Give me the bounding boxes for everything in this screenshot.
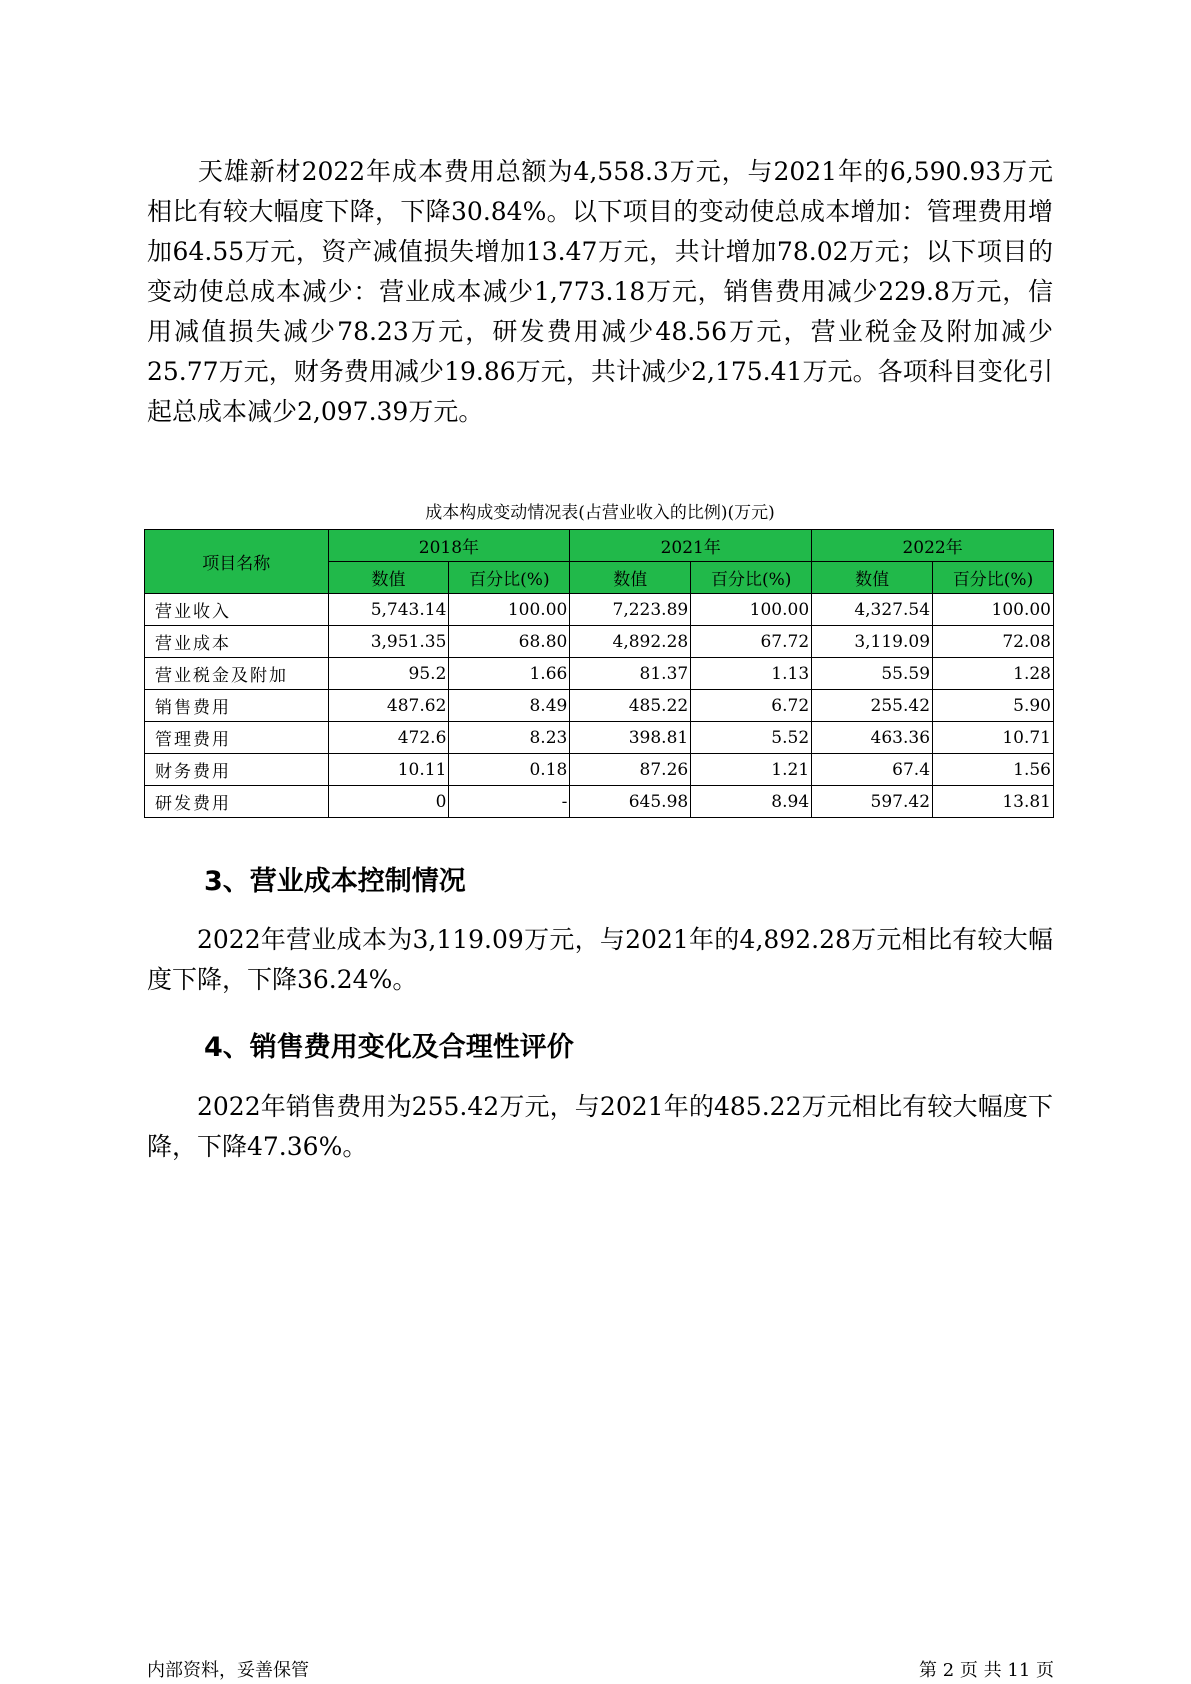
table-cell: 487.62: [328, 690, 449, 722]
header-item-name: 项目名称: [145, 530, 329, 594]
table-row: [145, 690, 1054, 722]
header-value-2018: 数值: [328, 562, 449, 594]
table-cell: 67.72: [691, 626, 812, 658]
table-cell: 87.26: [570, 754, 691, 786]
table-cell: 1.21: [691, 754, 812, 786]
intro-paragraph-text: 天雄新材2022年成本费用总额为4,558.3万元，与2021年的6,590.93万元相比有较大幅度下降，下降30.84%。以下项目的变动使总成本增加：管理费用增加64.55万元，资产减值损失增加13.47万元，共计增加78.02万元；以下项目的变动使总成本减少：营业成本减少1,773.18万元，销售费用减少229.8万元，信用减值损失减少78.23万元，研发费用减少48.56万元，营业税金及附加减少25.77万元，财务费用减少19.86万元，共计减少2,175.41万元。各项科目变化引起总成本减少2,097.39万元。: [147, 157, 1053, 426]
header-value-2021: 数值: [570, 562, 691, 594]
table-cell: 463.36: [812, 722, 933, 754]
operating-cost-paragraph-text: 2022年营业成本为3,119.09万元，与2021年的4,892.28万元相比有较大幅度下降，下降36.24%。: [147, 925, 1053, 994]
table-cell: 100.00: [691, 594, 812, 626]
table-cell: 8.94: [691, 786, 812, 818]
header-year-2021: 2021年: [570, 530, 812, 562]
table-cell: 8.49: [449, 690, 570, 722]
table-cell: 472.6: [328, 722, 449, 754]
table-row: [145, 754, 1054, 786]
table-cell: 68.80: [449, 626, 570, 658]
section-heading-sales-expense: 4、销售费用变化及合理性评价: [204, 1032, 574, 1063]
row-label: 销售费用: [145, 690, 329, 722]
table-cell: 95.2: [328, 658, 449, 690]
table-cell: 1.28: [933, 658, 1054, 690]
table-cell: 81.37: [570, 658, 691, 690]
row-label: 财务费用: [145, 754, 329, 786]
footer-page-number: 第 2 页 共 11 页: [919, 1660, 1054, 1681]
table-row: [145, 658, 1054, 690]
table-cell: 13.81: [933, 786, 1054, 818]
section-heading-operating-cost: 3、营业成本控制情况: [204, 866, 466, 897]
table-row: [145, 786, 1054, 818]
row-label: 营业成本: [145, 626, 329, 658]
table-cell: 398.81: [570, 722, 691, 754]
intro-paragraph: [147, 152, 1053, 432]
row-label: 营业收入: [145, 594, 329, 626]
header-year-2018: 2018年: [328, 530, 570, 562]
table-cell: 4,327.54: [812, 594, 933, 626]
cost-structure-table: [144, 529, 1054, 818]
table-cell: 1.56: [933, 754, 1054, 786]
header-percent-2021: 百分比(%): [691, 562, 812, 594]
table-cell: 1.66: [449, 658, 570, 690]
table-cell: 5.52: [691, 722, 812, 754]
table-row: [145, 594, 1054, 626]
row-label: 研发费用: [145, 786, 329, 818]
table-cell: 255.42: [812, 690, 933, 722]
table-cell: 100.00: [933, 594, 1054, 626]
table-cell: 55.59: [812, 658, 933, 690]
table-cell: 100.00: [449, 594, 570, 626]
operating-cost-paragraph: [147, 920, 1053, 1000]
table-cell: 8.23: [449, 722, 570, 754]
table-cell: 485.22: [570, 690, 691, 722]
table-cell: 10.71: [933, 722, 1054, 754]
table-cell: 0: [328, 786, 449, 818]
header-year-2022: 2022年: [812, 530, 1054, 562]
table-cell: 3,119.09: [812, 626, 933, 658]
table-cell: 5.90: [933, 690, 1054, 722]
table-cell: 6.72: [691, 690, 812, 722]
table-cell: 67.4: [812, 754, 933, 786]
table-cell: 7,223.89: [570, 594, 691, 626]
table-cell: 5,743.14: [328, 594, 449, 626]
footer-confidential-note: 内部资料，妥善保管: [147, 1660, 309, 1681]
table-row: [145, 626, 1054, 658]
table-cell: 597.42: [812, 786, 933, 818]
header-value-2022: 数值: [812, 562, 933, 594]
table-cell: 3,951.35: [328, 626, 449, 658]
table-cell: 1.13: [691, 658, 812, 690]
header-percent-2018: 百分比(%): [449, 562, 570, 594]
table-caption: 成本构成变动情况表(占营业收入的比例)(万元): [425, 503, 775, 523]
table-cell: 4,892.28: [570, 626, 691, 658]
row-label: 营业税金及附加: [145, 658, 329, 690]
table-row: [145, 722, 1054, 754]
table-cell: 10.11: [328, 754, 449, 786]
table-cell: -: [449, 786, 570, 818]
sales-expense-paragraph: [147, 1087, 1053, 1167]
table-cell: 0.18: [449, 754, 570, 786]
sales-expense-paragraph-text: 2022年销售费用为255.42万元，与2021年的485.22万元相比有较大幅度下降，下降47.36%。: [147, 1092, 1053, 1161]
row-label: 管理费用: [145, 722, 329, 754]
table-cell: 72.08: [933, 626, 1054, 658]
header-percent-2022: 百分比(%): [933, 562, 1054, 594]
table-cell: 645.98: [570, 786, 691, 818]
